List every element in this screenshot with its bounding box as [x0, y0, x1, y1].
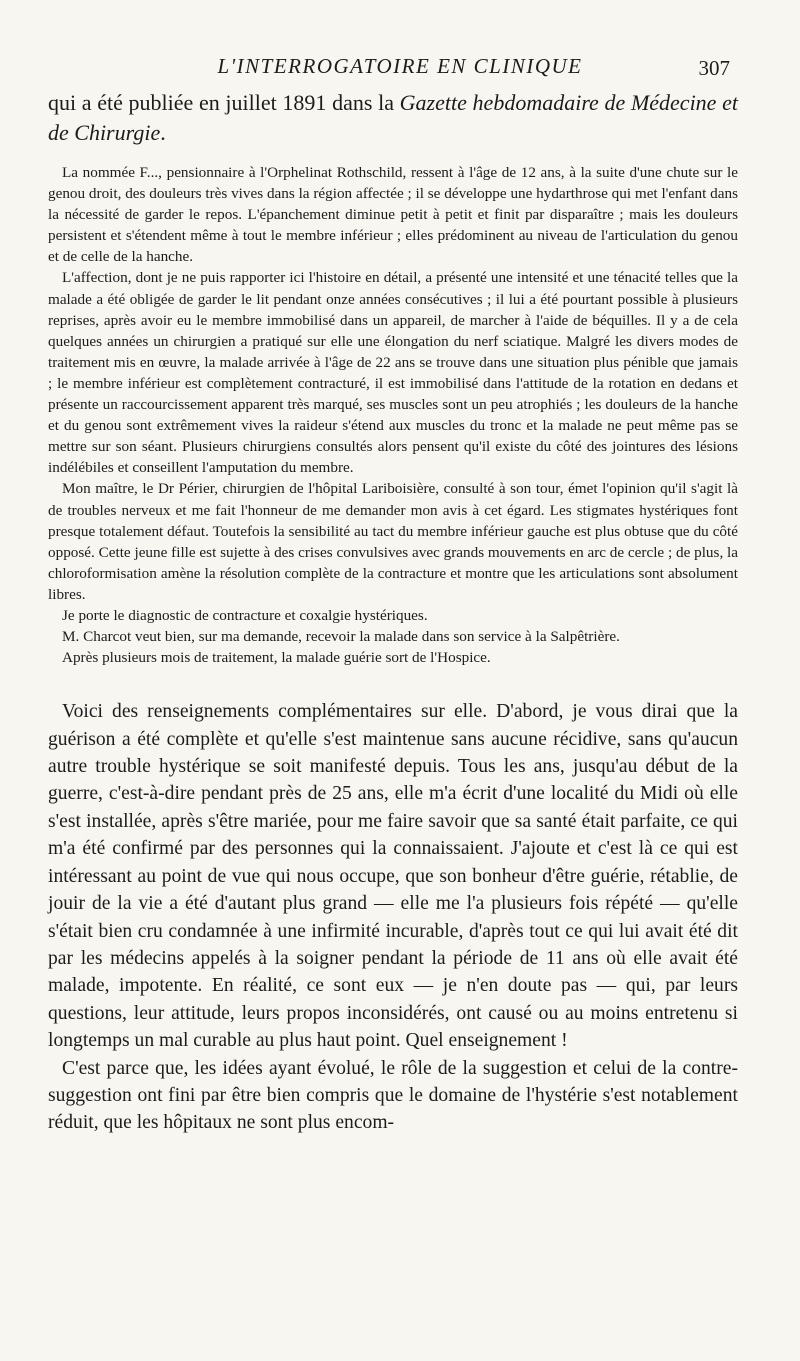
journal-title: Gazette hebdomadaire de Médecine et de Chirurgie	[48, 90, 738, 145]
running-title: L'INTERROGATOIRE EN CLINIQUE	[217, 54, 583, 78]
page-content	[48, 88, 738, 1137]
body-paragraph: Voici des renseignements complémentaires sur elle. D'abord, je vous dirai que la guérison a été complète et qu'elle s'est maintenue sans aucune récidive, sans qu'aucun autre trouble hystérique se soit manifesté depuis. Tous les ans, jusqu'au début de la guerre, c'est-à-dire pendant près de 25 ans, elle m'a écrit d'une localité du Midi où elle s'est installée, après s'être mariée, pour me faire savoir que sa santé était parfaite, ce qui m'a été confirmé par des personnes qui la connaissaient. J'ajoute et c'est là ce qui est intéressant au point de vue qui nous occupe, que son bonheur d'être guérie, rétablie, de jouir de la vie a été d'autant plus grand — elle me l'a plusieurs fois répété — qu'elle s'était bien cru condamnée à une infirmité incurable, d'après tout ce qui lui avait été dit par les médecins appelés à la soigner pendant la période de 11 ans où elle avait été malade, impotente. En réalité, ce sont eux — je n'en doute pas — qui, par leurs questions, leur attitude, leurs propos inconsidérés, ont causé ou au moins entretenu si longtemps un mal curable au plus haut point. Quel enseignement !	[48, 701, 738, 1052]
case-paragraph: La nommée F..., pensionnaire à l'Orphelinat Rothschild, ressent à l'âge de 12 ans, à la suite d'une chute sur le genou droit, des douleurs très vives dans la région affectée ; il se développe une hydarthrose qui met l'enfant dans la nécessité de garder le repos. L'épanchement diminue petit à petit et finit par disparaître ; mais les douleurs persistent et s'étendent même à tout le membre inférieur ; elles prédominent au niveau de l'articulation du genou et de celle de la hanche.	[48, 164, 738, 266]
body-paragraph: C'est parce que, les idées ayant évolué, le rôle de la suggestion et celui de la contre-suggestion ont fini par être bien compris que le domaine de l'hystérie s'est notablement réduit, que les hôpitaux ne sont plus encom-	[48, 1057, 738, 1134]
lead-text: qui a été publiée en juillet 1891 dans la	[48, 90, 400, 115]
main-text	[48, 698, 738, 1137]
case-report	[48, 162, 738, 668]
case-paragraph: Après plusieurs mois de traitement, la malade guérie sort de l'Hospice.	[62, 649, 491, 667]
page-number: 307	[698, 56, 730, 80]
case-paragraph: L'affection, dont je ne puis rapporter ici l'histoire en détail, a présenté une intensité et une ténacité telles que la malade a été obligée de garder le lit pendant onze années consécutives ; il lui a été pourtant possible à plusieurs reprises, après avoir eu le membre immobilisé dans un appareil, de marcher à l'aide de béquilles. Il y a de cela quelques années un chirurgien a pratiqué sur elle une élongation du nerf sciatique. Malgré les divers modes de traitement mis en œuvre, la malade arrivée à l'âge de 22 ans se trouve dans une situation plus pénible que jamais ; le membre inférieur est complètement contracturé, il est immobilisé dans l'attitude de la rotation en dedans et présente un raccourcissement apparent très marqué, ses muscles sont un peu atrophiés ; les douleurs de la hanche et du genou sont extrêmement vives la raideur s'étend aux muscles du tronc et la malade ne peut même pas se mettre sur son séant. Plusieurs chirurgiens consultés alors pensent qu'il existe du côté des jointures des lésions indélébiles et conseillent l'amputation du membre.	[48, 269, 738, 477]
case-paragraph: Mon maître, le Dr Périer, chirurgien de l'hôpital Lariboisière, consulté à son tour, émet l'opinion qu'il s'agit là de troubles nerveux et me fait l'honneur de me demander mon avis à cet égard. Les stigmates hystériques font presque totalement défaut. Toutefois la sensibilité au tact du membre inférieur gauche est plus obtuse que du côté opposé. Cette jeune fille est sujette à des crises convulsives avec grands mouvements en arc de cercle ; de plus, la chloroformisation amène la résolution complète de la contracture et montre que les articulations sont absolument libres.	[48, 480, 738, 603]
case-paragraph: M. Charcot veut bien, sur ma demande, recevoir la malade dans son service à la Salpêtrière.	[62, 628, 620, 646]
lead-sentence	[48, 88, 738, 148]
case-paragraph: Je porte le diagnostic de contracture et coxalgie hystériques.	[62, 606, 428, 624]
lead-end: .	[160, 120, 166, 145]
running-head	[0, 54, 800, 84]
